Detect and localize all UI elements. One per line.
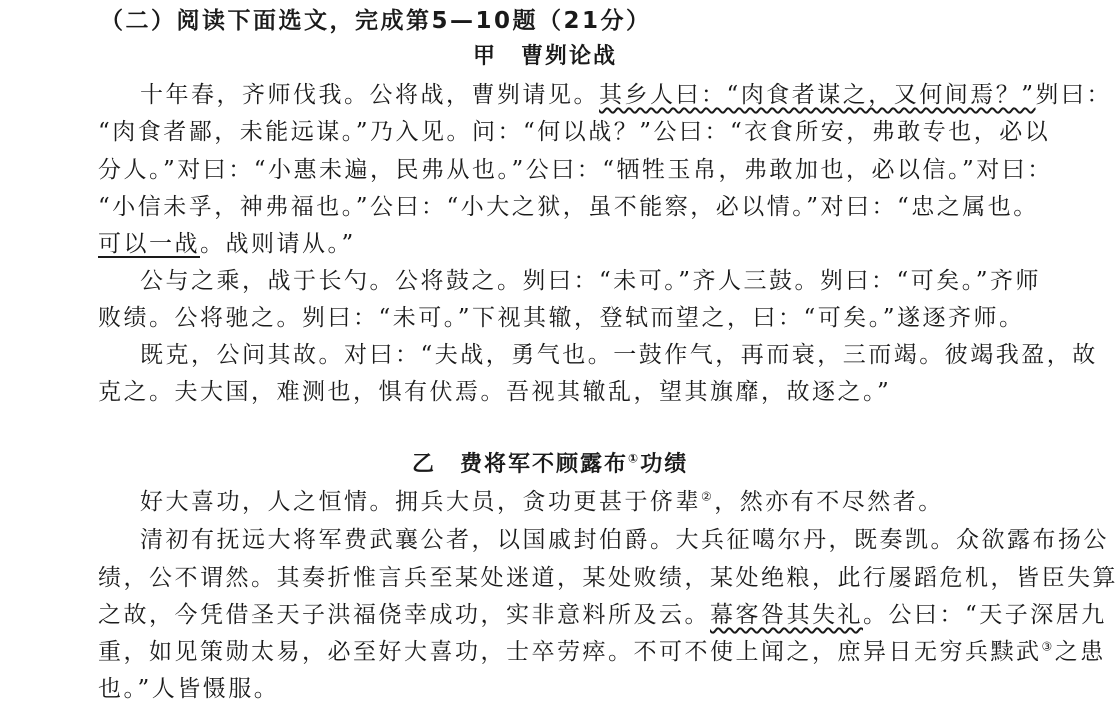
passage-b-line-1-post: ，然亦有不尽然者。 <box>714 489 944 515</box>
passage-b-line-4 <box>98 600 1107 630</box>
section-header: （二）阅读下面选文，完成第5—10题（21分） <box>100 8 652 34</box>
underlined-phrase-wavy: 幕客咎其失礼 <box>710 602 863 628</box>
passage-a-line-8: 既克，公问其故。对曰：“夫战，勇气也。一鼓作气，再而衰，三而竭。彼竭我盈，故 <box>140 342 1098 368</box>
passage-b-line-6: 也。”人皆慑服。 <box>98 676 280 702</box>
passage-b-line-1-pre: 好大喜功，人之恒情。拥兵大员，贪功更甚于侪辈 <box>140 489 701 515</box>
footnote-marker-3: ③ <box>1041 639 1055 654</box>
passage-b-title <box>412 450 688 480</box>
underlined-phrase: 可以一战 <box>98 231 200 257</box>
passage-b-line-5-text: 重，如见策勋太易，必至好大喜功，士卒劳瘁。不可不使上闻之，庶异日无穷兵黩武 <box>98 639 1042 665</box>
passage-a-line-1 <box>140 80 1112 110</box>
passage-b-line-4-pre: 之故，今凭借圣天子洪福侥幸成功，实非意料所及云。 <box>98 602 710 628</box>
passage-b-line-4-post: 。公曰：“天子深居九 <box>863 602 1107 628</box>
passage-a-line-1-post: 刿曰： <box>1035 82 1113 108</box>
passage-a-title: 甲 曹刿论战 <box>473 44 618 69</box>
passage-b-line-2: 清初有抚远大将军费武襄公者，以国戚封伯爵。大兵征噶尔丹，既奏凯。众欲露布扬公 <box>140 527 1109 553</box>
passage-a-line-3: 分人。”对曰：“小惠未遍，民弗从也。”公曰：“牺牲玉帛，弗敢加也，必以信。”对曰： <box>98 157 1053 183</box>
passage-a-line-5 <box>98 229 356 259</box>
passage-b-title-pre: 乙 费将军不顾露布 <box>412 452 629 477</box>
passage-a-line-4: “小信未孚，神弗福也。”公曰：“小大之狱，虽不能察，必以情。”对曰：“忠之属也。 <box>98 194 1039 220</box>
passage-b-title-post: 功绩 <box>640 452 689 477</box>
passage-a-line-9: 克之。夫大国，难测也，惧有伏焉。吾视其辙乱，望其旗靡，故逐之。” <box>98 379 892 405</box>
passage-a-line-1-pre: 十年春，齐师伐我。公将战，曹刿请见。 <box>140 82 599 108</box>
footnote-marker-2: ② <box>701 489 715 504</box>
passage-b-line-1 <box>140 487 944 517</box>
passage-b-line-5 <box>98 637 1106 667</box>
passage-b-line-3: 绩，公不谓然。其奏折惟言兵至某处迷道，某处败绩，某处绝粮，此行屡蹈危机，皆臣失算 <box>98 565 1118 591</box>
passage-a-line-7: 败绩。公将驰之。刿曰：“未可。”下视其辙，登轼而望之，曰：“可矣。”遂逐齐师。 <box>98 305 1025 331</box>
underlined-sentence-wavy: 其乡人曰：“肉食者谋之，又何间焉？” <box>599 82 1036 108</box>
footnote-marker-1: ① <box>628 451 641 466</box>
passage-a-line-5-post: 。战则请从。” <box>200 231 356 257</box>
passage-a-line-6: 公与之乘，战于长勺。公将鼓之。刿曰：“未可。”齐人三鼓。刿曰：“可矣。”齐师 <box>140 268 1042 294</box>
passage-a-line-2: “肉食者鄙，未能远谋。”乃入见。问：“何以战？”公曰：“衣食所安，弗敢专也，必以 <box>98 119 1051 145</box>
passage-b-line-5-tail: 之患 <box>1054 639 1106 665</box>
